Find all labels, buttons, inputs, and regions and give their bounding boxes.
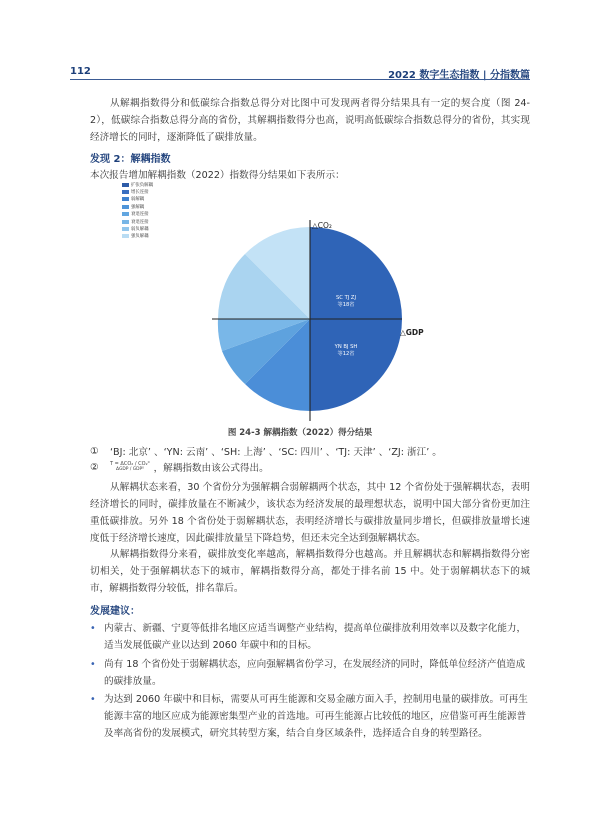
bullet-icon: • — [90, 623, 96, 634]
footnote-marker: ① — [90, 445, 99, 457]
legend-item: 强解耦 — [122, 203, 153, 210]
sector-strong-decoupling-lower — [310, 319, 402, 411]
legend-item: 弱解耦 — [122, 196, 153, 203]
list-item: • 为达到 2060 年碳中和目标，需要从可再生能源和交易金融方面入手，控制用电量的碳排放。可再生能源丰富的地区应成为能源密集型产业的首选地。可再生能源占比较低的地区，应借鉴可再生能源普及率高省份的发展模式，研究其转型方案，结合自身区域条件，选择适合自身的转型路径。 — [90, 691, 530, 742]
sector-label-strong-line1: YN BJ SH — [334, 344, 358, 350]
list-item: • 内蒙古、新疆、宁夏等低排名地区应适当调整产业结构，提高单位碳排放利用效率以及数字化能力，适当发展低碳产业以达到 2060 年碳中和的目标。 — [90, 620, 530, 654]
legend-item: 衰退连接 — [122, 211, 153, 218]
sector-label-weak-line2: 等18省 — [337, 302, 355, 308]
paragraph-1: 从解耦指数得分和低碳综合指数总得分对比图中可发现两者得分结果具有一定的契合度（图 24-2），低碳综合指数总得分高的省份，其解耦指数得分也高，说明高低碳综合指数总得分的省份，其实现经济增长的同时，逐渐降低了碳排放量。 — [90, 98, 530, 143]
bullet-icon: • — [90, 659, 96, 670]
running-title: 2022 数字生态指数 | 分指数篇 — [388, 70, 530, 81]
decoupling-formula: T = ΔCO₂ / CO₂⁰ ΔGDP / GDP⁰ — [110, 461, 150, 472]
paragraph-4: 从解耦指数得分来看，碳排放变化率越高，解耦指数得分也越高。并且解耦状态和解耦指数得分密切相关，处于强解耦状态下的城市，解耦指数得分高，都处于排名前 15 中。处于弱解耦状态下的城市，解耦指数得分较低，排名靠后。 — [90, 549, 530, 594]
y-axis-label: △CO₂ — [312, 221, 332, 230]
footnote-text: ‘BJ: 北京’ 、‘YN: 云南’ 、‘SH: 上海’ 、‘SC: 四川’ 、‘TJ: 天津’ 、‘ZJ: 浙江’ 。 — [110, 447, 442, 458]
page-number: 112 — [70, 66, 91, 77]
sector-strong-decoupling-upper — [310, 227, 402, 319]
footnote-marker: ② — [90, 461, 99, 473]
chart-intro-text: 本次报告增加解耦指数（2022）指数得分结果如下表所示： — [90, 170, 345, 181]
suggestions-heading: 发展建议： — [90, 606, 140, 617]
bullet-icon: • — [90, 694, 96, 705]
legend-item: 衰退连接 — [122, 218, 153, 225]
footnote-1 — [90, 444, 442, 458]
sector-label-weak-line1: SC TJ ZJ — [336, 295, 356, 301]
legend-item: 强负解耦 — [122, 233, 153, 240]
list-item: • 尚有 18 个省份处于弱解耦状态，应向强解耦省份学习，在发展经济的同时，降低单位经济产值造成的碳排放量。 — [90, 656, 530, 690]
sector-label-strong-line2: 等12省 — [337, 351, 355, 357]
legend-item: 增长连接 — [122, 188, 153, 195]
figure-caption: 图 24-3 解耦指数（2022）得分结果 — [227, 428, 373, 438]
footnote-2 — [90, 460, 269, 474]
paragraph-3: 从解耦状态来看，30 个省份分为强解耦合弱解耦两个状态，其中 12 个省份处于强解耦状态，表明经济增长的同时，碳排放量在不断减少，该状态为经济发展的最理想状态，说明中国大部分省份更加注重低碳排放。另外 18 个省份处于弱解耦状态，表明经济增长与碳排放量同步增长，但碳排放量增长速度低于经济增长速度，因此碳排放量呈下降趋势，但还未完全达到强解耦状态。 — [90, 482, 530, 544]
footnote-text: ，解耦指数由该公式得出。 — [153, 463, 269, 474]
legend-item: 扩张负解耦 — [122, 181, 153, 188]
legend-item: 弱负解耦 — [122, 225, 153, 232]
section-heading-finding-2: 发现 2：解耦指数 — [90, 154, 171, 165]
x-axis-label: △GDP — [400, 328, 424, 337]
